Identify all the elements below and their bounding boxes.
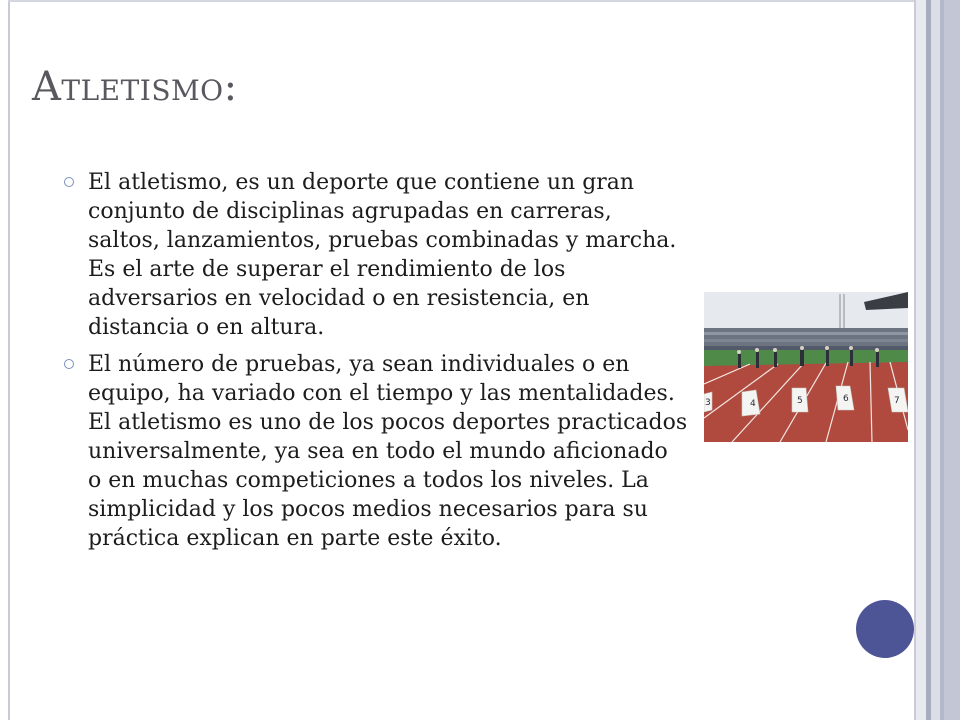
list-item <box>88 168 688 342</box>
decorative-side-bars <box>914 0 960 720</box>
slide-title: Atletismo: <box>32 64 238 110</box>
bullet-circle-icon <box>64 177 74 187</box>
lane-number-label: 4 <box>750 399 756 409</box>
slide-border-top <box>8 0 920 2</box>
lane-number-label: 7 <box>894 396 900 406</box>
bullet-text: El número de pruebas, ya sean individuales o en equipo, ha variado con el tiempo y las mentalidades. El atletismo es uno de los pocos deportes practicados universalmente, ya sea en todo el mundo aficionado o en muchas competiciones a todos los niveles. La simplicidad y los pocos medios necesarios para su práctica explican en parte este éxito. <box>88 352 688 551</box>
lane-number-label: 6 <box>843 394 849 404</box>
athletics-track-photo <box>704 292 908 442</box>
list-item <box>88 350 688 553</box>
lane-number-label: 3 <box>705 398 711 408</box>
bullet-text: El atletismo, es un deporte que contiene un gran conjunto de disciplinas agrupadas en carreras, saltos, lanzamientos, pruebas combinadas y marcha. Es el arte de superar el rendimiento de los adversarios en velocidad o en resistencia, en distancia o en altura. <box>88 170 677 340</box>
decorative-circle <box>856 600 914 658</box>
slide-border-left <box>8 0 10 720</box>
lane-number-label: 5 <box>797 396 803 406</box>
bullet-list <box>88 168 688 561</box>
bullet-circle-icon <box>64 359 74 369</box>
